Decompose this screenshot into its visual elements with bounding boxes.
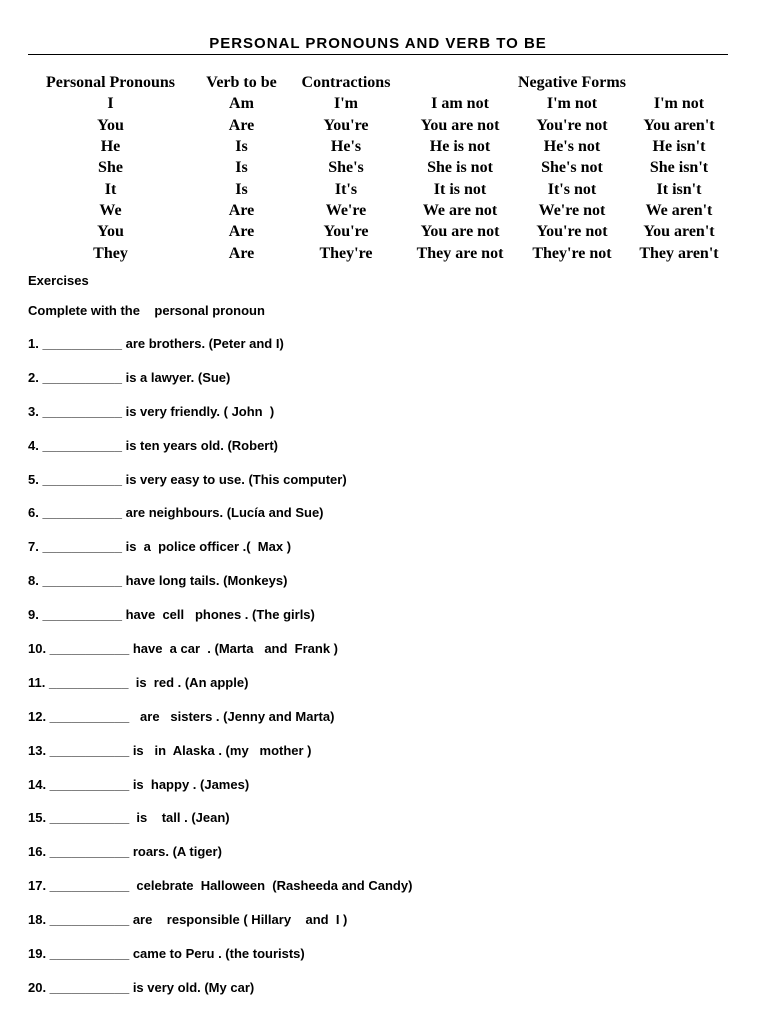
exercise-item: 19. ___________ came to Peru . (the tourists) [28,946,305,962]
header-empty [626,72,732,93]
header-personal-pronouns: Personal Pronouns [45,74,176,92]
cell-negative-full: She is not [427,159,493,177]
exercise-item: 13. ___________ is in Alaska . (my mother ) [28,742,312,758]
exercise-item: 3. ___________ is very friendly. ( John ) [28,403,275,419]
cell-contraction: She's [328,159,364,177]
exercise-item: 11. ___________ is red . (An apple) [28,674,249,690]
cell-verb: Are [228,223,255,241]
exercise-item: 12. ___________ are sisters . (Jenny and Marta) [28,708,335,724]
cell-verb: Are [228,201,255,219]
cell-contraction: It's [334,180,358,198]
header-verb-to-be: Verb to be [206,74,277,92]
cell-contraction: I'm [334,95,358,113]
page-title: PERSONAL PRONOUNS AND VERB TO BE [209,35,547,52]
cell-negative-contracted: He's not [543,138,601,156]
cell-pronoun: I [107,95,114,113]
title-underline [28,54,728,55]
header-empty [402,72,518,93]
cell-negative-contracted: It's not [547,180,597,198]
exercise-item: 20. ___________ is very old. (My car) [28,979,255,995]
cell-pronoun: It [104,180,117,198]
exercise-item: 15. ___________ is tall . (Jean) [28,810,230,826]
table-row [28,136,732,157]
exercise-item: 17. ___________ celebrate Halloween (Rasheeda and Candy) [28,878,413,894]
exercise-item: 2. ___________ is a lawyer. (Sue) [28,369,231,385]
table-row [28,178,732,199]
exercise-item: 5. ___________ is very easy to use. (This computer) [28,471,347,487]
cell-negative-full: You are not [420,223,500,241]
exercise-item: 8. ___________ have long tails. (Monkeys) [28,573,288,589]
cell-pronoun: We [99,201,122,219]
cell-contraction: They're [319,244,373,262]
table-row [28,93,732,114]
cell-negative-aux-contracted: I'm not [653,95,705,113]
cell-negative-contracted: You're not [536,223,608,241]
table-header-row [28,72,732,93]
cell-negative-full: He is not [429,138,491,156]
table-row [28,157,732,178]
exercise-list [28,336,412,1014]
exercise-item: 1. ___________ are brothers. (Peter and I) [28,336,284,351]
exercise-item: 18. ___________ are responsible ( Hillary and I ) [28,912,348,928]
table-row [28,115,732,136]
cell-verb: Am [229,95,254,113]
cell-contraction: We're [325,201,367,219]
cell-negative-aux-contracted: She isn't [649,159,709,177]
cell-negative-aux-contracted: He isn't [652,138,706,156]
cell-pronoun: They [93,244,128,262]
cell-contraction: He's [330,138,362,156]
header-contractions: Contractions [301,74,391,92]
cell-verb: Is [235,138,248,156]
cell-negative-aux-contracted: You aren't [643,116,715,134]
exercises-heading: Exercises [28,273,89,288]
exercise-item: 7. ___________ is a police officer .( Max ) [28,539,292,555]
exercise-item: 16. ___________ roars. (A tiger) [28,844,222,860]
table-row [28,242,732,263]
cell-negative-contracted: She's not [541,159,603,177]
cell-pronoun: He [100,138,121,156]
cell-contraction: You're [323,223,369,241]
exercise-instruction: Complete with the personal pronoun [28,303,265,318]
cell-negative-aux-contracted: They aren't [639,244,719,262]
table-row [28,200,732,221]
cell-negative-contracted: I'm not [546,95,598,113]
cell-verb: Is [235,159,248,177]
exercise-item: 9. ___________ have cell phones . (The girls) [28,607,315,623]
cell-verb: Are [228,116,255,134]
cell-verb: Is [235,180,248,198]
pronoun-table [28,72,732,264]
header-negative-forms: Negative Forms [518,74,626,92]
exercise-item: 10. ___________ have a car . (Marta and Frank ) [28,641,339,657]
cell-negative-aux-contracted: It isn't [656,180,702,198]
cell-negative-contracted: They're not [532,244,612,262]
table-row [28,221,732,242]
exercise-item: 14. ___________ is happy . (James) [28,776,250,792]
cell-negative-aux-contracted: We aren't [645,201,713,219]
cell-negative-full: It is not [433,180,487,198]
cell-pronoun: You [97,223,124,241]
cell-negative-contracted: We're not [538,201,606,219]
cell-negative-full: I am not [431,95,489,113]
cell-contraction: You're [323,116,369,134]
cell-negative-contracted: You're not [536,116,608,134]
cell-verb: Are [228,244,255,262]
cell-negative-full: They are not [416,244,504,262]
exercise-item: 6. ___________ are neighbours. (Lucía and Sue) [28,505,324,521]
cell-negative-full: You are not [420,116,500,134]
cell-pronoun: She [98,159,123,177]
cell-negative-aux-contracted: You aren't [643,223,715,241]
cell-pronoun: You [97,116,124,134]
cell-negative-full: We are not [422,201,498,219]
exercise-item: 4. ___________ is ten years old. (Robert) [28,437,279,453]
